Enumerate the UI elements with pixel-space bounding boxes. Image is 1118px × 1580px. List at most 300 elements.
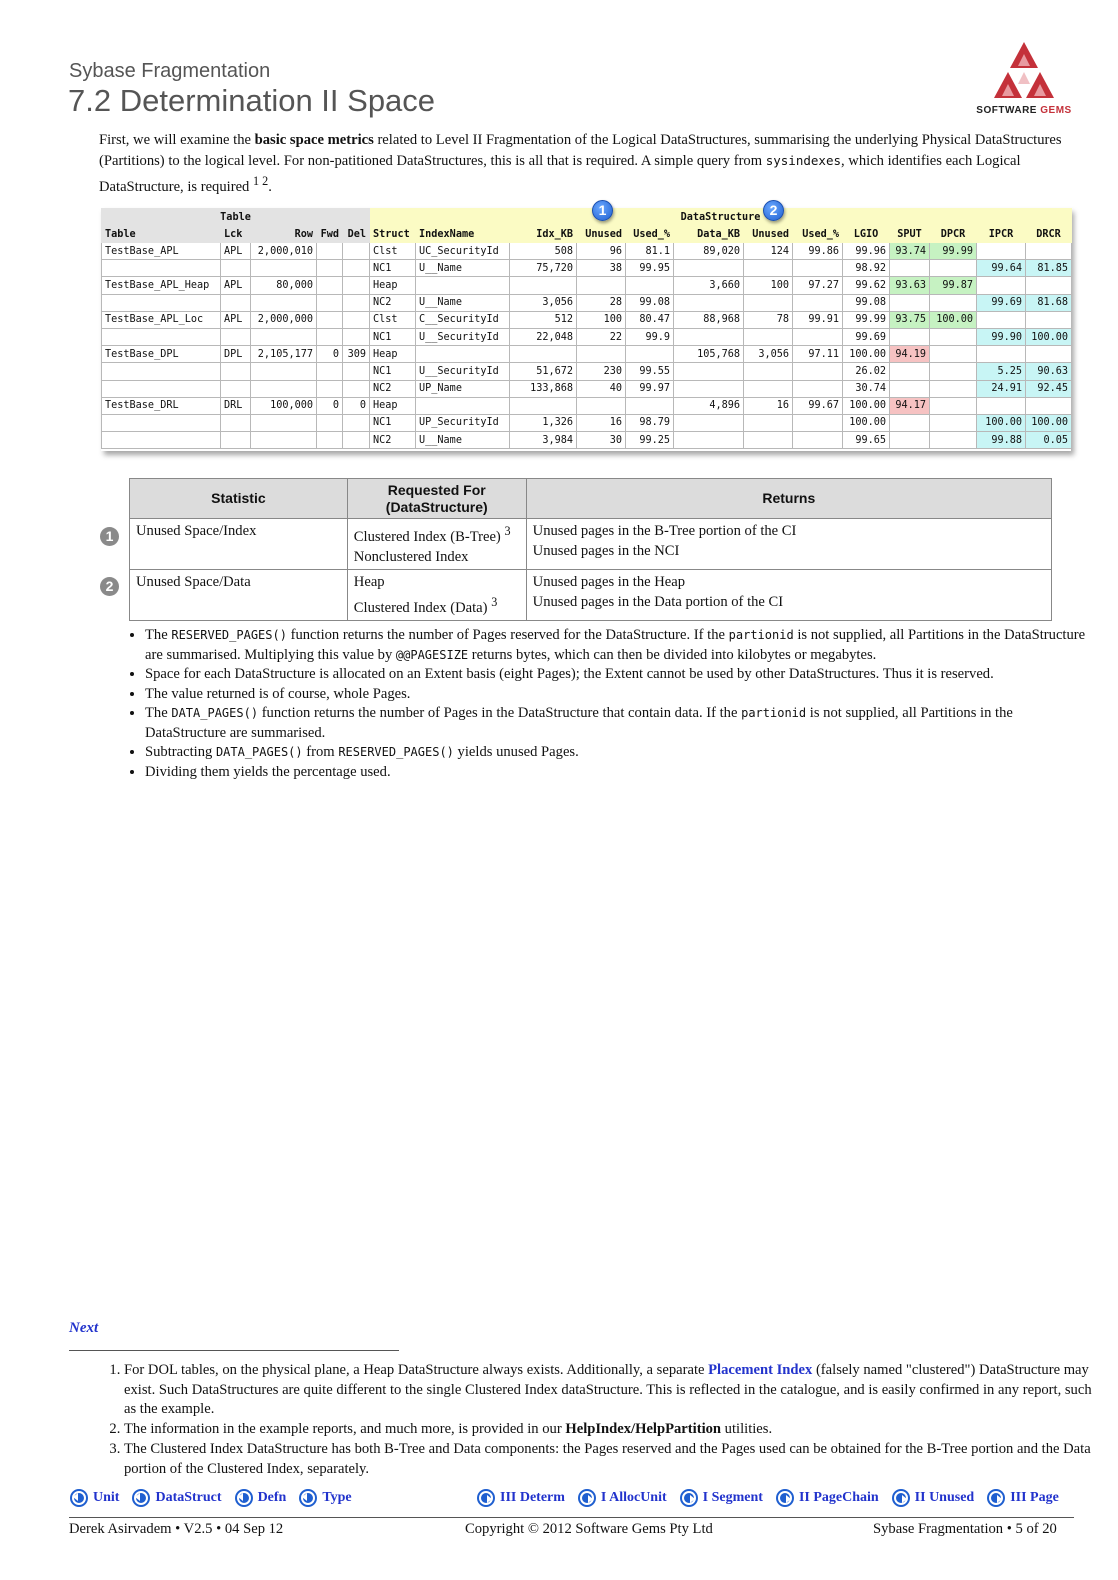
table-cell: 230	[577, 363, 626, 380]
table-cell	[343, 380, 370, 397]
table-cell: 100.00	[843, 414, 890, 431]
table-cell: UP_Name	[416, 380, 510, 397]
stat-header-statistic: Statistic	[130, 479, 348, 519]
table-row	[102, 277, 1072, 294]
nav-link-unit[interactable]	[69, 1488, 119, 1508]
table-cell	[890, 380, 930, 397]
table-cell: 99.55	[626, 363, 674, 380]
nav-link-label: II PageChain	[798, 1490, 879, 1505]
nav-link-ii-pagechain[interactable]	[775, 1488, 879, 1508]
table-cell: 5.25	[977, 363, 1026, 380]
footer-page-number: Sybase Fragmentation • 5 of 20	[873, 1521, 1057, 1537]
nav-link-i-allocunit[interactable]	[577, 1488, 667, 1508]
table-cell: TestBase_DRL	[102, 397, 221, 414]
table-cell	[793, 363, 843, 380]
table-cell	[674, 294, 744, 311]
table-cell: TestBase_APL_Loc	[102, 311, 221, 328]
table-cell	[793, 414, 843, 431]
table-cell: 100	[744, 277, 793, 294]
table-cell	[977, 311, 1026, 328]
column-header: Unused	[577, 226, 626, 243]
table-cell	[317, 363, 343, 380]
statistic-table	[129, 478, 1052, 621]
table-cell: APL	[221, 243, 251, 260]
table-row	[102, 260, 1072, 277]
table-cell	[890, 294, 930, 311]
nav-link-label: I AllocUnit	[600, 1490, 667, 1505]
table-cell	[793, 432, 843, 449]
table-cell: 88,968	[674, 311, 744, 328]
stat-cell-returns	[526, 569, 1051, 620]
table-cell	[930, 328, 977, 345]
table-cell: 3,056	[744, 346, 793, 363]
table-cell	[930, 397, 977, 414]
table-cell	[251, 260, 317, 277]
table-cell	[317, 380, 343, 397]
table-cell	[674, 432, 744, 449]
footnote-item: 1. For DOL tables, on the physical plane, a Heap DataStructure always exists. Additionally, a separate Placement Index (falsely named "clustered") DataStructure may exist. Such DataStructures are quite different to the single Clustered Index dataStructure. This is reflected in the catalogue, and is easily confirmed in any report, such as the example.	[124, 1361, 1099, 1420]
table-cell: 99.67	[793, 397, 843, 414]
table-cell: 81.85	[1026, 260, 1072, 277]
table-cell	[890, 432, 930, 449]
bullet-list	[127, 626, 1091, 782]
table-cell: 99.69	[843, 328, 890, 345]
table-cell	[977, 277, 1026, 294]
table-cell: 90.63	[1026, 363, 1072, 380]
table-cell	[930, 380, 977, 397]
table-row	[102, 414, 1072, 431]
table-cell: 99.99	[843, 311, 890, 328]
table-cell	[890, 328, 930, 345]
column-header: IPCR	[977, 226, 1026, 243]
table-cell: 38	[577, 260, 626, 277]
table-cell: 99.99	[930, 243, 977, 260]
table-cell	[221, 414, 251, 431]
stat-cell-returns	[526, 519, 1051, 570]
column-header: Fwd	[317, 226, 343, 243]
table-cell: 99.95	[626, 260, 674, 277]
table-cell	[102, 294, 221, 311]
nav-link-label: DataStruct	[155, 1490, 222, 1505]
table-cell	[221, 432, 251, 449]
table-cell: 40	[577, 380, 626, 397]
nav-back-links	[69, 1488, 364, 1513]
logo-text-gems: GEMS	[1040, 105, 1072, 116]
table-cell: 99.08	[626, 294, 674, 311]
table-cell: 100,000	[251, 397, 317, 414]
table-cell: UP_SecurityId	[416, 414, 510, 431]
table-cell	[343, 432, 370, 449]
stat-req: Nonclustered Index	[353, 548, 469, 565]
table-cell: 2,105,177	[251, 346, 317, 363]
stat-header-requested	[347, 479, 526, 519]
stat-header-requested-label: Requested For (DataStructure)	[385, 481, 488, 515]
code-data-pages: DATA_PAGES()	[171, 706, 259, 720]
table-cell: 99.86	[793, 243, 843, 260]
table-cell: 93.75	[890, 311, 930, 328]
footer-author: Derek Asirvadem • V2.5 • 04 Sep 12	[69, 1521, 284, 1537]
stat-req: Clustered Index (Data)	[353, 599, 488, 616]
footer-divider	[69, 1517, 1074, 1518]
table-cell: 124	[744, 243, 793, 260]
column-header: IndexName	[416, 226, 510, 243]
table-cell: 105,768	[674, 346, 744, 363]
nav-forward-links	[476, 1488, 1071, 1513]
table-cell	[890, 363, 930, 380]
table-cell	[793, 380, 843, 397]
table-cell: 30	[577, 432, 626, 449]
table-cell: 3,056	[510, 294, 577, 311]
code-partionid: partionid	[741, 706, 807, 720]
column-header: Used_%	[793, 226, 843, 243]
table-cell	[577, 397, 626, 414]
intro-text-4: .	[268, 178, 272, 195]
table-cell: Heap	[370, 346, 416, 363]
table-cell: 89,020	[674, 243, 744, 260]
table-cell: NC2	[370, 294, 416, 311]
table-cell: 24.91	[977, 380, 1026, 397]
footer-copyright: Copyright © 2012 Software Gems Pty Ltd	[465, 1521, 713, 1537]
intro-bold: basic space metrics	[254, 132, 374, 148]
table-cell	[510, 346, 577, 363]
stat-table-header	[130, 479, 1052, 519]
nav-link-label: III Determ	[500, 1490, 565, 1505]
table-cell	[221, 260, 251, 277]
table-cell: 99.9	[626, 328, 674, 345]
logo-text	[972, 105, 1076, 116]
table-cell: 22	[577, 328, 626, 345]
table-cell: TestBase_APL_Heap	[102, 277, 221, 294]
footnote-item: 3. The Clustered Index DataStructure has both B-Tree and Data components: the Pages reserved and the Pages used can be obtained for the B-Tree portion and the Data portion of the Clustered Index, separately.	[124, 1440, 1099, 1479]
table-row	[102, 311, 1072, 328]
table-cell	[744, 294, 793, 311]
table-cell: U__SecurityId	[416, 363, 510, 380]
table-cell: 99.64	[977, 260, 1026, 277]
forward-arrow-icon	[476, 1488, 496, 1508]
intro-paragraph	[99, 130, 1074, 197]
table-cell: DPL	[221, 346, 251, 363]
table-cell	[674, 260, 744, 277]
footnote-divider	[69, 1350, 399, 1351]
table-cell	[317, 432, 343, 449]
forward-arrow-icon	[986, 1488, 1006, 1508]
table-cell: 99.90	[977, 328, 1026, 345]
helpindex-bold: HelpIndex/HelpPartition	[565, 1421, 722, 1438]
table-cell: 98.79	[626, 414, 674, 431]
table-cell	[317, 414, 343, 431]
stat-cell-statistic: Unused Space/Data	[130, 569, 348, 620]
forward-arrow-icon	[775, 1488, 795, 1508]
table-cell: 1,326	[510, 414, 577, 431]
intro-text-2: related to Level II Fragmentation of the Logical DataStructures, summarising the underlying Physical DataStructures (Partitions) to the logical level. For non-patitioned DataStructures, this is all that is required. A simple query from	[99, 132, 1062, 169]
table-cell	[317, 243, 343, 260]
forward-arrow-icon	[577, 1488, 597, 1508]
table-cell	[317, 260, 343, 277]
code-data-pages: DATA_PAGES()	[215, 745, 303, 759]
table-cell: 94.17	[890, 397, 930, 414]
table-cell	[510, 397, 577, 414]
table-cell: 99.91	[793, 311, 843, 328]
table-cell: NC2	[370, 432, 416, 449]
table-cell	[890, 260, 930, 277]
table-row	[102, 397, 1072, 414]
table-cell: 99.65	[843, 432, 890, 449]
report-table	[101, 208, 1072, 449]
table-cell	[317, 311, 343, 328]
table-cell	[317, 277, 343, 294]
table-cell	[102, 328, 221, 345]
stat-row	[130, 519, 1052, 570]
column-header: Idx_KB	[510, 226, 577, 243]
nav-link-datastruct[interactable]	[131, 1488, 221, 1508]
table-cell: Heap	[370, 397, 416, 414]
nav-link-label: Type	[322, 1490, 352, 1505]
nav-link-label: Unit	[93, 1490, 120, 1505]
intro-text-3: , which identifies each Logical DataStructure, is required	[99, 152, 1021, 195]
callout-badge-2: 2	[763, 200, 784, 221]
table-cell	[1026, 277, 1072, 294]
table-cell	[977, 243, 1026, 260]
nav-link-iii-page[interactable]	[986, 1488, 1059, 1508]
back-arrow-icon	[234, 1488, 254, 1508]
table-cell: 97.27	[793, 277, 843, 294]
code-partionid: partionid	[728, 628, 794, 642]
table-cell: NC1	[370, 414, 416, 431]
table-cell	[977, 346, 1026, 363]
table-cell: 512	[510, 311, 577, 328]
list-item: • Subtracting DATA_PAGES() from RESERVED_PAGES() yields unused Pages.	[145, 743, 1091, 763]
intro-code: sysindexes	[765, 152, 841, 168]
column-header: LGIO	[843, 226, 890, 243]
column-header: Del	[343, 226, 370, 243]
table-cell: 0	[317, 346, 343, 363]
stat-cell-requested	[347, 569, 526, 620]
column-header: DPCR	[930, 226, 977, 243]
nav-link-i-segment[interactable]	[679, 1488, 763, 1508]
table-cell: 92.45	[1026, 380, 1072, 397]
table-cell: 81.1	[626, 243, 674, 260]
stat-req-sup: 3	[504, 524, 511, 538]
table-cell: NC1	[370, 363, 416, 380]
table-cell: 99.87	[930, 277, 977, 294]
table-cell	[793, 294, 843, 311]
table-cell	[416, 277, 510, 294]
next-link[interactable]: Next	[69, 1320, 99, 1336]
table-cell: 99.25	[626, 432, 674, 449]
nav-link-defn[interactable]	[234, 1488, 287, 1508]
table-cell	[744, 363, 793, 380]
table-row	[102, 243, 1072, 260]
footnotes-list	[99, 1361, 1099, 1479]
doc-header-small: Sybase Fragmentation	[69, 60, 271, 82]
logo-text-software: SOFTWARE	[976, 105, 1037, 116]
stat-ret: Unused pages in the B-Tree portion of the CI	[532, 523, 797, 539]
table-cell	[251, 380, 317, 397]
table-cell	[930, 432, 977, 449]
table-row	[102, 380, 1072, 397]
table-cell	[343, 260, 370, 277]
stat-row	[130, 569, 1052, 620]
list-item: • Dividing them yields the percentage used.	[145, 763, 1091, 783]
table-cell: 99.96	[843, 243, 890, 260]
table-cell	[343, 277, 370, 294]
table-cell: Heap	[370, 277, 416, 294]
table-cell	[674, 414, 744, 431]
column-header: Struct	[370, 226, 416, 243]
nav-link-iii-determ[interactable]	[476, 1488, 565, 1508]
table-cell	[793, 328, 843, 345]
table-cell	[744, 328, 793, 345]
table-cell	[626, 277, 674, 294]
table-cell: 100.00	[843, 346, 890, 363]
placement-index-link[interactable]: Placement Index	[708, 1362, 813, 1378]
table-cell: 16	[744, 397, 793, 414]
table-cell: 4,896	[674, 397, 744, 414]
table-cell: 99.88	[977, 432, 1026, 449]
column-header: Table	[102, 226, 221, 243]
callout-badge-1: 1	[592, 200, 613, 221]
table-cell	[930, 294, 977, 311]
stat-cell-requested	[347, 519, 526, 570]
table-row	[102, 346, 1072, 363]
table-cell: 2,000,000	[251, 311, 317, 328]
back-arrow-icon	[69, 1488, 89, 1508]
table-cell: 51,672	[510, 363, 577, 380]
group-table-label: Table	[102, 209, 370, 226]
table-cell: 28	[577, 294, 626, 311]
table-cell: 99.62	[843, 277, 890, 294]
table-cell	[221, 363, 251, 380]
code-pagesize: @@PAGESIZE	[395, 647, 469, 662]
table-cell	[416, 346, 510, 363]
column-header: Row	[251, 226, 317, 243]
table-cell: Clst	[370, 311, 416, 328]
table-cell: APL	[221, 311, 251, 328]
list-item: • Space for each DataStructure is allocated on an Extent basis (eight Pages); the Extent cannot be used by other DataStructures. Thus it is reserved.	[145, 665, 1091, 685]
stat-ret: Unused pages in the Data portion of the CI	[532, 593, 784, 610]
table-cell	[674, 380, 744, 397]
intro-text-1: First, we will examine the	[99, 132, 255, 148]
back-arrow-icon	[131, 1488, 151, 1508]
back-arrow-icon	[298, 1488, 318, 1508]
table-cell: U__Name	[416, 432, 510, 449]
table-cell: 309	[343, 346, 370, 363]
table-cell: 100.00	[843, 397, 890, 414]
column-header: Unused	[744, 226, 793, 243]
column-header: Used_%	[626, 226, 674, 243]
grid-column-header	[102, 226, 1072, 243]
stat-req: Clustered Index (B-Tree)	[353, 528, 501, 545]
table-cell: 75,720	[510, 260, 577, 277]
fragmentation-report-grid	[101, 208, 1071, 451]
table-cell	[1026, 311, 1072, 328]
table-cell	[930, 346, 977, 363]
table-cell	[674, 328, 744, 345]
table-cell: 100	[577, 311, 626, 328]
table-row	[102, 363, 1072, 380]
table-cell: U__Name	[416, 260, 510, 277]
table-cell	[221, 380, 251, 397]
table-cell: 81.68	[1026, 294, 1072, 311]
table-cell: 99.69	[977, 294, 1026, 311]
stat-cell-statistic: Unused Space/Index	[130, 519, 348, 570]
table-row	[102, 432, 1072, 449]
footnote-item: 2. The information in the example reports, and much more, is provided in our HelpIndex/HelpPartition utilities.	[124, 1420, 1099, 1440]
table-cell: DRL	[221, 397, 251, 414]
stat-ret: Unused pages in the NCI	[532, 543, 680, 559]
grid-group-header	[102, 209, 1072, 226]
table-row	[102, 294, 1072, 311]
table-cell	[626, 397, 674, 414]
table-cell: 100.00	[930, 311, 977, 328]
table-cell	[102, 260, 221, 277]
table-cell	[577, 346, 626, 363]
table-cell: 97.11	[793, 346, 843, 363]
table-cell: U__Name	[416, 294, 510, 311]
nav-link-ii-unused[interactable]	[891, 1488, 975, 1508]
column-header: Data_KB	[674, 226, 744, 243]
nav-link-label: I Segment	[702, 1490, 763, 1505]
page-title: 7.2 Determination II Space	[68, 83, 436, 118]
table-cell: 96	[577, 243, 626, 260]
table-cell: 508	[510, 243, 577, 260]
table-cell	[343, 414, 370, 431]
table-cell: 26.02	[843, 363, 890, 380]
table-cell: 100.00	[977, 414, 1026, 431]
table-cell: C__SecurityId	[416, 311, 510, 328]
column-header: Lck	[221, 226, 251, 243]
table-cell: UC_SecurityId	[416, 243, 510, 260]
group-datastructure-label: DataStructure	[370, 209, 1072, 226]
table-cell	[343, 311, 370, 328]
forward-arrow-icon	[679, 1488, 699, 1508]
nav-link-label: III Page	[1010, 1490, 1059, 1505]
stat-req: Heap	[353, 573, 385, 590]
table-cell: Clst	[370, 243, 416, 260]
nav-link-type[interactable]	[298, 1488, 351, 1508]
stat-ret: Unused pages in the Heap	[532, 573, 686, 590]
table-cell: TestBase_DPL	[102, 346, 221, 363]
table-cell	[510, 277, 577, 294]
table-cell	[251, 294, 317, 311]
table-cell: 100.00	[1026, 328, 1072, 345]
table-cell: 3,984	[510, 432, 577, 449]
table-cell: NC2	[370, 380, 416, 397]
table-cell: NC1	[370, 260, 416, 277]
table-cell	[221, 328, 251, 345]
table-cell	[343, 363, 370, 380]
forward-arrow-icon	[891, 1488, 911, 1508]
table-cell	[343, 294, 370, 311]
list-item: • The value returned is of course, whole Pages.	[145, 685, 1091, 705]
table-cell: 98.92	[843, 260, 890, 277]
table-cell	[793, 260, 843, 277]
table-cell	[102, 414, 221, 431]
list-item: • The RESERVED_PAGES() function returns the number of Pages reserved for the DataStructure. If the partionid is not supplied, all Partitions in the DataStructure are summarised. Multiplying this value by @@PAGESIZE returns bytes, which can then be divided into kilobytes or megabytes.	[145, 626, 1091, 665]
table-cell	[416, 397, 510, 414]
table-cell	[744, 260, 793, 277]
table-cell	[930, 363, 977, 380]
table-cell	[674, 363, 744, 380]
table-cell	[343, 243, 370, 260]
table-cell: 0.05	[1026, 432, 1072, 449]
table-cell	[890, 414, 930, 431]
table-cell	[251, 328, 317, 345]
table-cell: 3,660	[674, 277, 744, 294]
table-cell: 0	[343, 397, 370, 414]
code-reserved-pages: RESERVED_PAGES()	[171, 628, 287, 642]
table-cell	[744, 432, 793, 449]
